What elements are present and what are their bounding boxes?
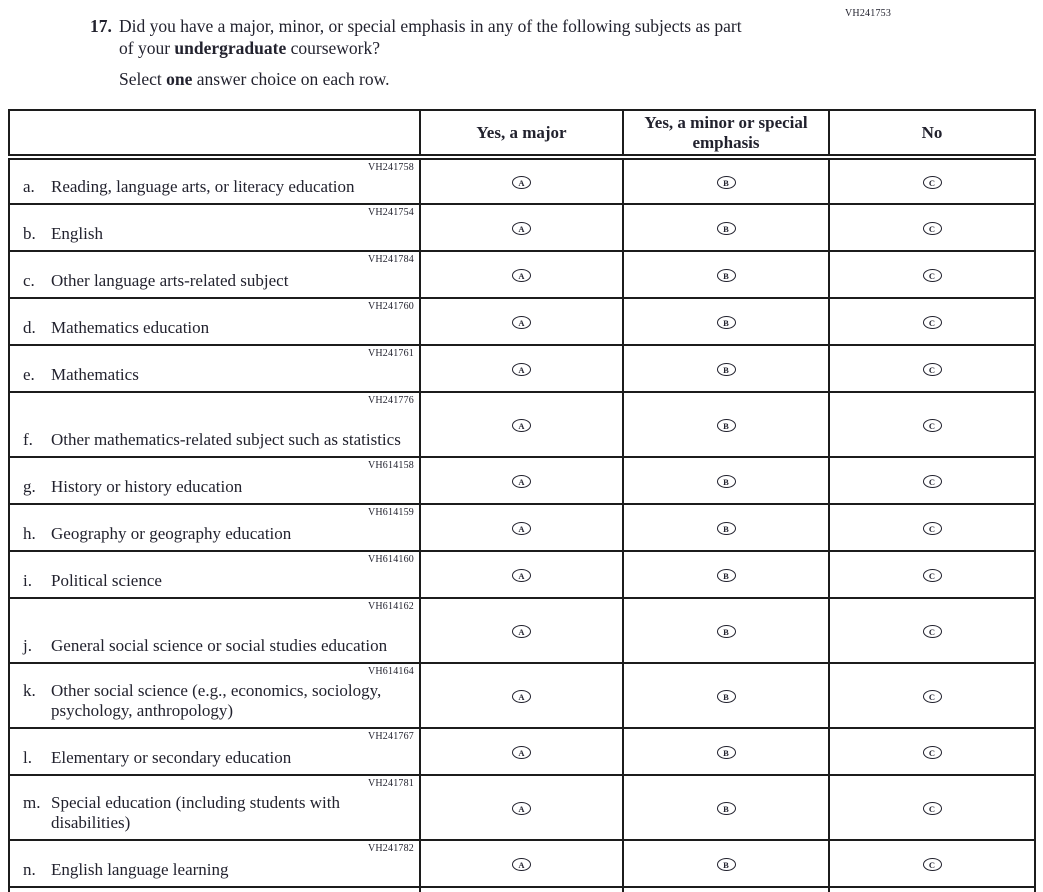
column-header-no: No: [829, 110, 1035, 157]
header-empty-cell: [9, 110, 420, 157]
question-text: Did you have a major, minor, or special emphasis in any of the following subjects as part of your undergraduate coursework?: [119, 16, 742, 58]
subject-label: i. Political science: [23, 571, 162, 591]
question-block: [90, 15, 850, 90]
subject-label: e. Mathematics: [23, 365, 139, 385]
radio-major-l[interactable]: A: [512, 746, 531, 759]
radio-minor-l[interactable]: B: [717, 746, 736, 759]
subject-label: g. History or history education: [23, 477, 243, 497]
subject-label: j. General social science or social studies education: [23, 636, 388, 656]
subject-label: b. English: [23, 224, 103, 244]
table-row-k: [9, 663, 1035, 728]
item-code: VH614160: [367, 554, 414, 566]
table-row-l: [9, 728, 1035, 775]
item-code: VH241782: [367, 843, 414, 855]
table-row-j: [9, 598, 1035, 663]
table-row-f: [9, 392, 1035, 457]
item-code: VH241761: [367, 348, 414, 360]
radio-no-d[interactable]: C: [923, 316, 942, 329]
radio-major-m[interactable]: A: [512, 802, 531, 815]
subject-label: d. Mathematics education: [23, 318, 210, 338]
radio-no-h[interactable]: C: [923, 522, 942, 535]
item-code: VH614164: [367, 666, 414, 678]
subject-label: k. Other social science (e.g., economics, sociology, psychology, anthropology): [23, 681, 382, 721]
radio-minor-j[interactable]: B: [717, 625, 736, 638]
item-code: VH241758: [367, 162, 414, 174]
table-row-n: [9, 840, 1035, 887]
radio-no-j[interactable]: C: [923, 625, 942, 638]
subject-label: f. Other mathematics-related subject such as statistics: [23, 430, 401, 450]
radio-major-f[interactable]: A: [512, 419, 531, 432]
radio-no-g[interactable]: C: [923, 475, 942, 488]
table-row-g: [9, 457, 1035, 504]
question-accession-code: VH241753: [845, 8, 892, 19]
radio-no-i[interactable]: C: [923, 569, 942, 582]
radio-minor-a[interactable]: B: [717, 176, 736, 189]
question-instruction: Select one answer choice on each row.: [119, 69, 390, 89]
radio-minor-i[interactable]: B: [717, 569, 736, 582]
table-row-c: [9, 251, 1035, 298]
radio-no-b[interactable]: C: [923, 222, 942, 235]
radio-no-f[interactable]: C: [923, 419, 942, 432]
radio-minor-h[interactable]: B: [717, 522, 736, 535]
header-row: [9, 110, 1035, 157]
radio-minor-k[interactable]: B: [717, 690, 736, 703]
item-code: VH241754: [367, 207, 414, 219]
radio-minor-m[interactable]: B: [717, 802, 736, 815]
column-header-yes-major: Yes, a major: [420, 110, 623, 157]
radio-major-a[interactable]: A: [512, 176, 531, 189]
radio-minor-e[interactable]: B: [717, 363, 736, 376]
subject-label: c. Other language arts-related subject: [23, 271, 289, 291]
table-row-i: [9, 551, 1035, 598]
radio-minor-d[interactable]: B: [717, 316, 736, 329]
radio-no-l[interactable]: C: [923, 746, 942, 759]
item-code: VH241784: [367, 254, 414, 266]
radio-no-m[interactable]: C: [923, 802, 942, 815]
radio-minor-n[interactable]: B: [717, 858, 736, 871]
table-row-a: [9, 157, 1035, 204]
radio-no-k[interactable]: C: [923, 690, 942, 703]
radio-major-n[interactable]: A: [512, 858, 531, 871]
subject-label: a. Reading, language arts, or literacy education: [23, 177, 355, 197]
column-header-yes-minor: Yes, a minor or special emphasis: [623, 110, 829, 157]
radio-major-c[interactable]: A: [512, 269, 531, 282]
item-code: VH614162: [367, 601, 414, 613]
table-row-m: [9, 775, 1035, 840]
item-code: VH614158: [367, 460, 414, 472]
radio-no-n[interactable]: C: [923, 858, 942, 871]
table-row-e: [9, 345, 1035, 392]
question-number: 17.: [90, 16, 112, 36]
item-code: VH241776: [367, 395, 414, 407]
radio-major-e[interactable]: A: [512, 363, 531, 376]
table-row-b: [9, 204, 1035, 251]
subject-label: n. English language learning: [23, 860, 229, 880]
radio-minor-f[interactable]: B: [717, 419, 736, 432]
radio-no-c[interactable]: C: [923, 269, 942, 282]
table-row-d: [9, 298, 1035, 345]
radio-major-i[interactable]: A: [512, 569, 531, 582]
radio-no-a[interactable]: C: [923, 176, 942, 189]
radio-major-j[interactable]: A: [512, 625, 531, 638]
subject-label: m. Special education (including students with disabilities): [23, 793, 340, 833]
subject-label: l. Elementary or secondary education: [23, 748, 292, 768]
radio-major-b[interactable]: A: [512, 222, 531, 235]
item-code: VH614159: [367, 507, 414, 519]
subject-label: h. Geography or geography education: [23, 524, 292, 544]
radio-major-k[interactable]: A: [512, 690, 531, 703]
table-row-cutoff: [9, 887, 1035, 892]
item-code: VH241760: [367, 301, 414, 313]
radio-no-e[interactable]: C: [923, 363, 942, 376]
radio-major-g[interactable]: A: [512, 475, 531, 488]
item-code: VH241781: [367, 778, 414, 790]
answer-matrix-table: [8, 109, 1036, 892]
radio-minor-g[interactable]: B: [717, 475, 736, 488]
radio-minor-c[interactable]: B: [717, 269, 736, 282]
radio-minor-b[interactable]: B: [717, 222, 736, 235]
radio-major-d[interactable]: A: [512, 316, 531, 329]
item-code: VH241767: [367, 731, 414, 743]
table-row-h: [9, 504, 1035, 551]
radio-major-h[interactable]: A: [512, 522, 531, 535]
